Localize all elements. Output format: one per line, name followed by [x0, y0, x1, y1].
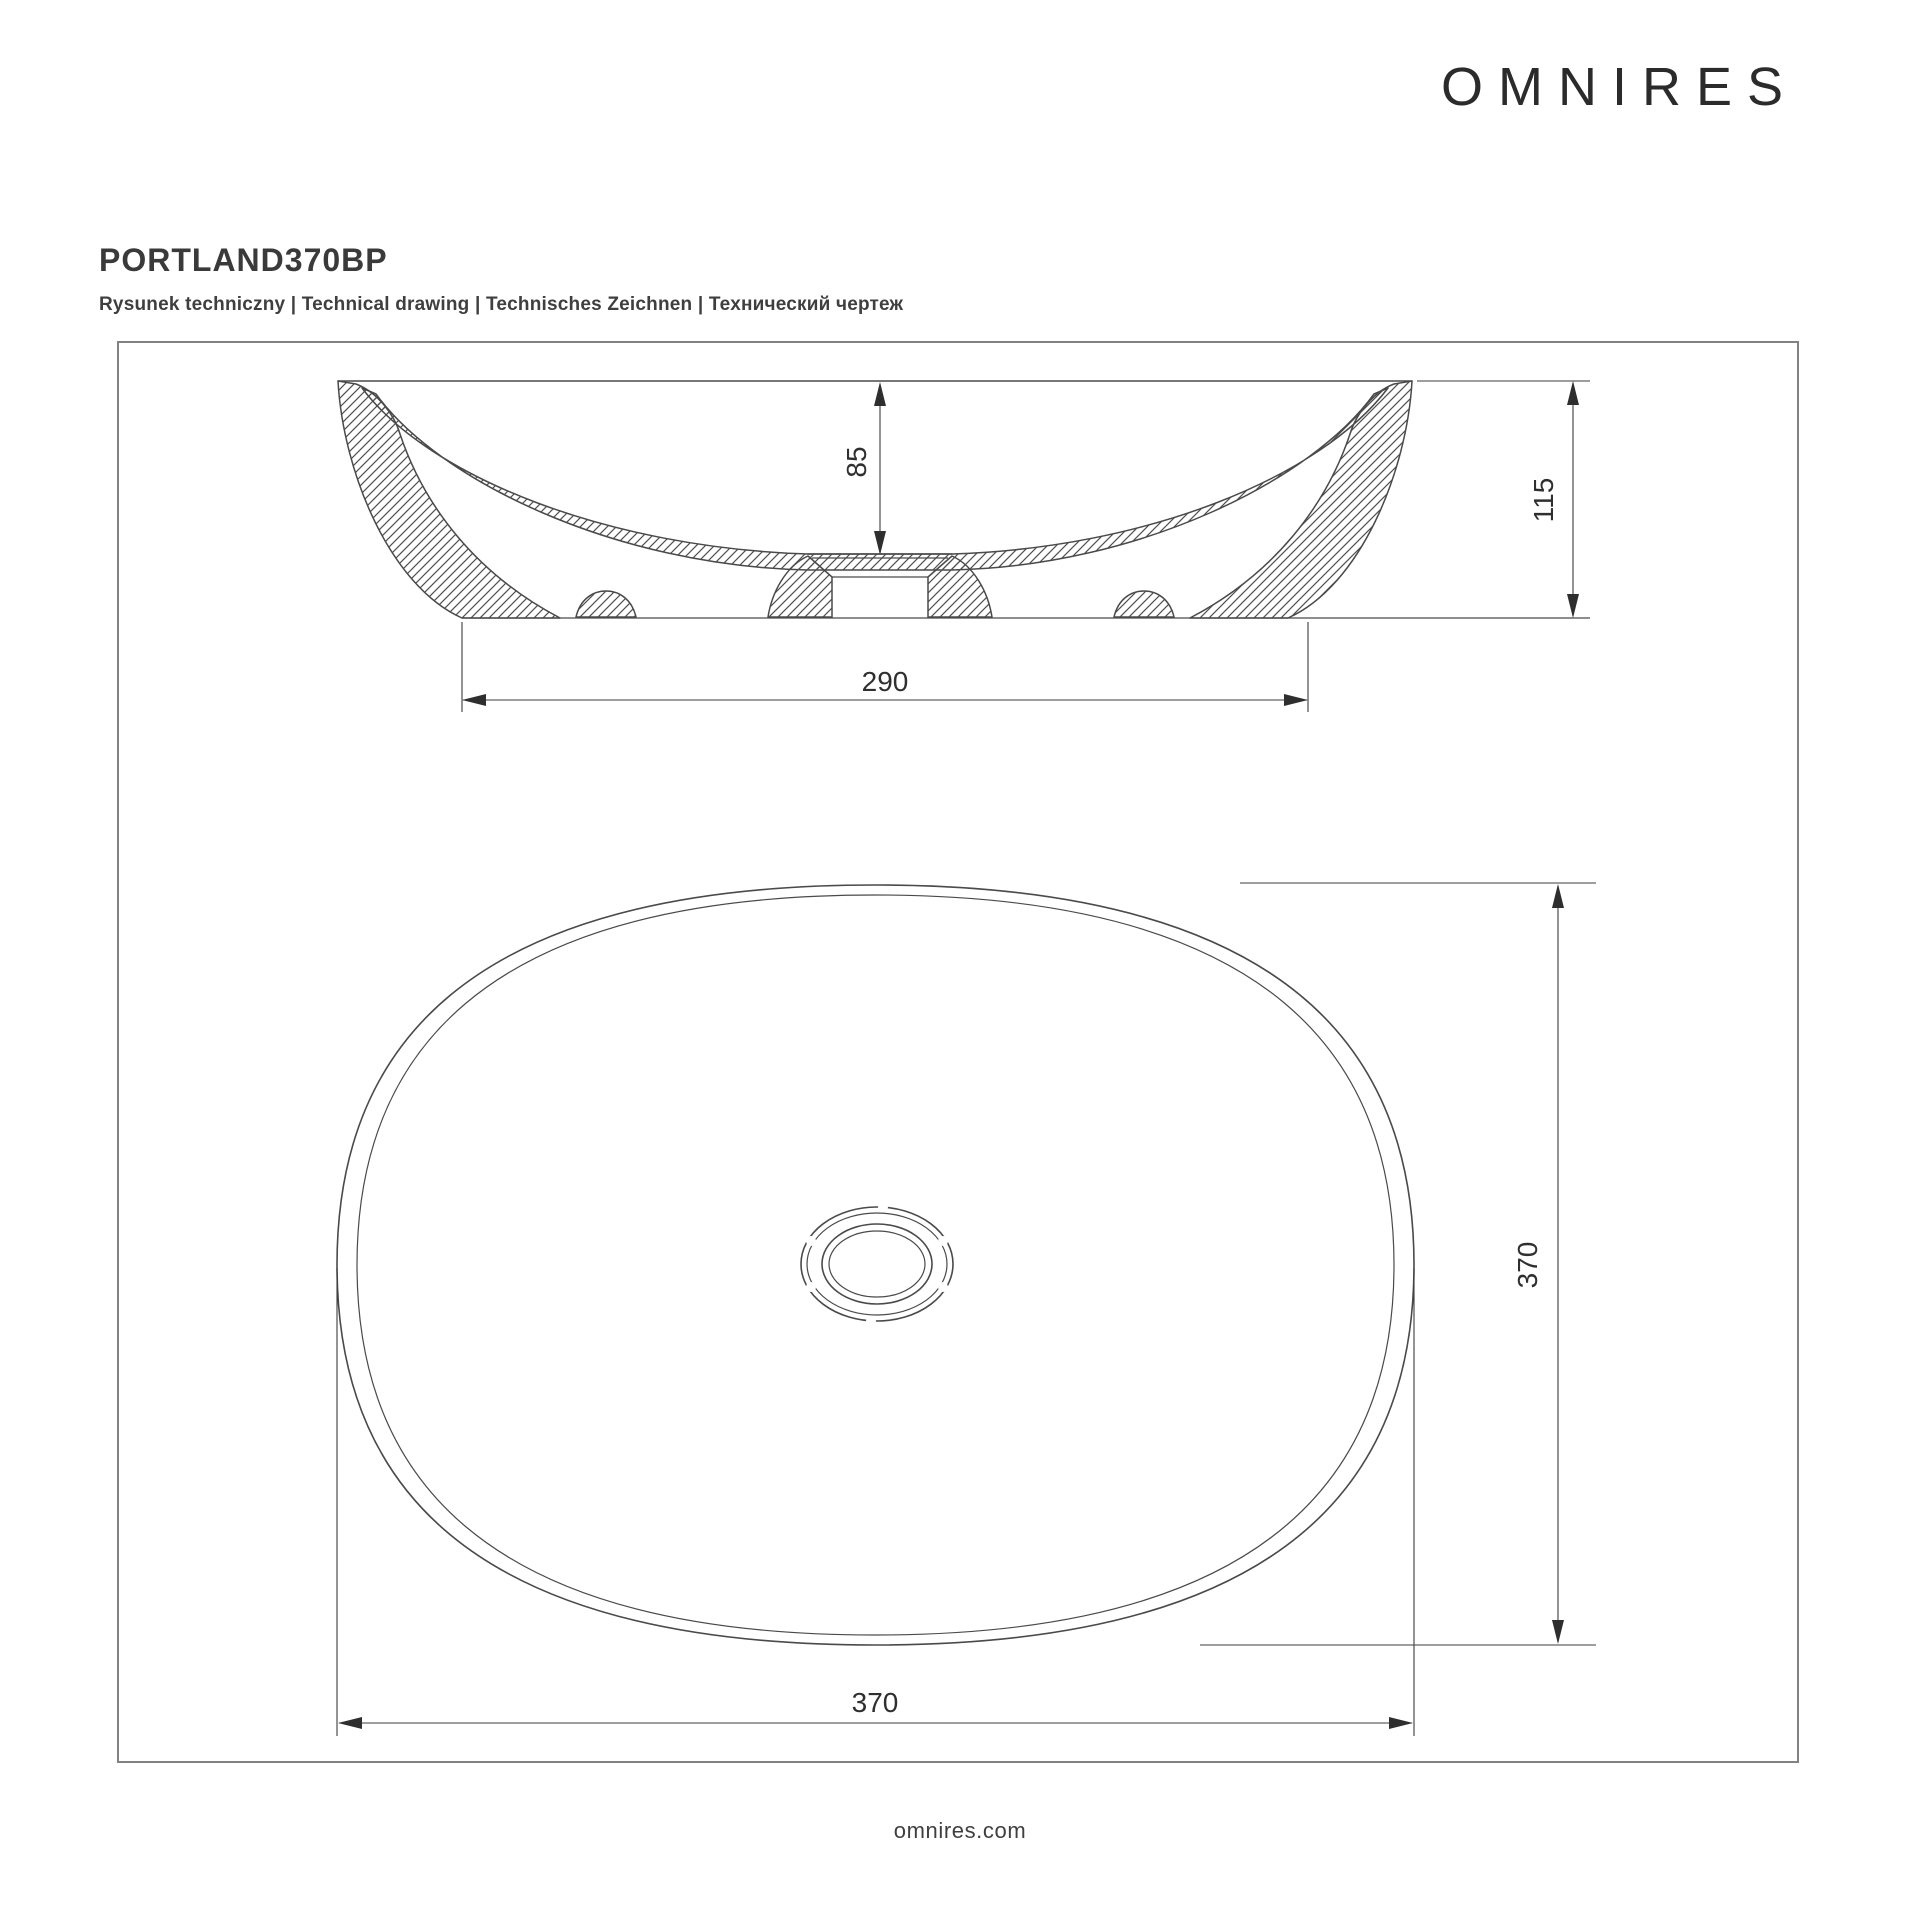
brand-logo: OMNIRES: [1440, 57, 1798, 117]
drain-top-view: [801, 1202, 953, 1326]
dim-85-label: 85: [841, 446, 872, 478]
top-view: [337, 885, 1414, 1645]
dim-115-label: 115: [1528, 477, 1559, 523]
dim-85-depth: [841, 382, 886, 555]
top-view-outer-outline: [337, 885, 1414, 1645]
section-foot-left: [576, 591, 636, 617]
side-section-view: [338, 381, 1590, 618]
dim-370-horizontal: [337, 1268, 1414, 1736]
dim-290-label: 290: [861, 666, 909, 697]
drawing-subtitle: Rysunek techniczny | Technical drawing | Technisches Zeichnen | Технический чертеж: [99, 294, 904, 315]
section-foot-right: [1114, 591, 1174, 617]
dim-115-height: [1417, 381, 1590, 618]
dim-370-vertical-label: 370: [1512, 1241, 1543, 1289]
section-bowl-shell: [362, 388, 1388, 570]
dim-370-vertical: [1200, 883, 1596, 1645]
dim-290-base-width: [462, 622, 1308, 712]
top-view-inner-outline: [357, 895, 1394, 1635]
product-code-title: PORTLAND370BP: [99, 242, 388, 278]
dim-370-horizontal-label: 370: [851, 1687, 899, 1718]
website-label: omnires.com: [893, 1818, 1027, 1843]
